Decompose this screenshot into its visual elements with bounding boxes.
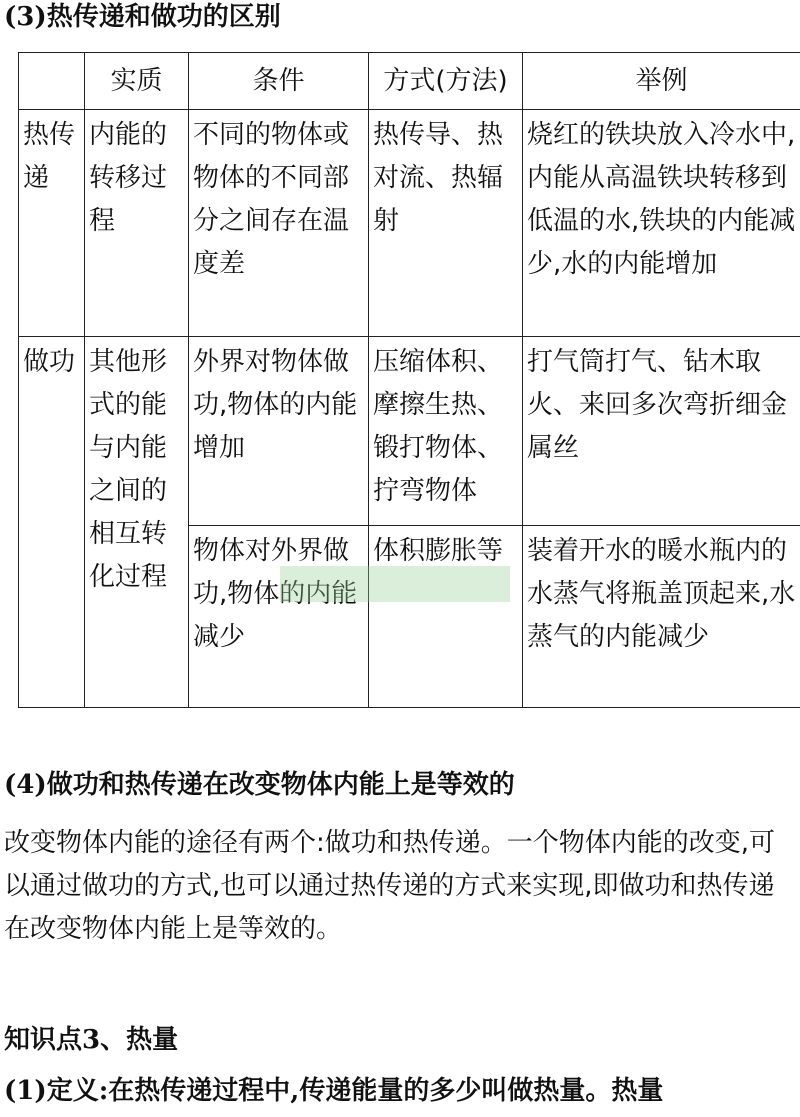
section-4-heading: (4)做功和热传递在改变物体内能上是等效的	[4, 770, 515, 800]
comparison-table	[18, 52, 800, 708]
cell-essence: 内能的转移过程	[85, 110, 189, 337]
definition-line: (1)定义:在热传递过程中,传递能量的多少叫做热量。热量	[4, 1076, 664, 1106]
cell-essence: 其他形式的能与内能之间的相互转化过程	[85, 337, 189, 708]
cell-condition: 物体对外界做功,物体的内能减少	[189, 526, 369, 708]
header-empty	[19, 53, 85, 110]
knowledge-point-heading: 知识点3、热量	[4, 1025, 179, 1055]
cell-example: 装着开水的暖水瓶内的水蒸气将瓶盖顶起来,水蒸气的内能减少	[523, 526, 800, 708]
table-header-row	[19, 53, 800, 110]
table-row	[19, 110, 800, 337]
cell-example: 烧红的铁块放入冷水中,内能从高温铁块转移到低温的水,铁块的内能减少,水的内能增加	[523, 110, 800, 337]
header-method: 方式(方法)	[369, 53, 523, 110]
row-label-work: 做功	[19, 337, 85, 708]
row-label-heat-transfer: 热传递	[19, 110, 85, 337]
header-example: 举例	[523, 53, 800, 110]
section-4-paragraph: 改变物体内能的途径有两个:做功和热传递。一个物体内能的改变,可以通过做功的方式,也可以通过热传递的方式来实现,即做功和热传递在改变物体内能上是等效的。	[4, 828, 776, 944]
header-condition: 条件	[189, 53, 369, 110]
cell-condition: 外界对物体做功,物体的内能增加	[189, 337, 369, 526]
cell-condition: 不同的物体或物体的不同部分之间存在温度差	[189, 110, 369, 337]
cell-method: 体积膨胀等	[369, 526, 523, 708]
header-essence: 实质	[85, 53, 189, 110]
cell-method: 压缩体积、摩擦生热、锻打物体、拧弯物体	[369, 337, 523, 526]
table-row	[19, 337, 800, 526]
cell-example: 打气筒打气、钻木取火、来回多次弯折细金属丝	[523, 337, 800, 526]
cell-method: 热传导、热对流、热辐射	[369, 110, 523, 337]
section-3-heading: (3)热传递和做功的区别	[4, 2, 281, 32]
